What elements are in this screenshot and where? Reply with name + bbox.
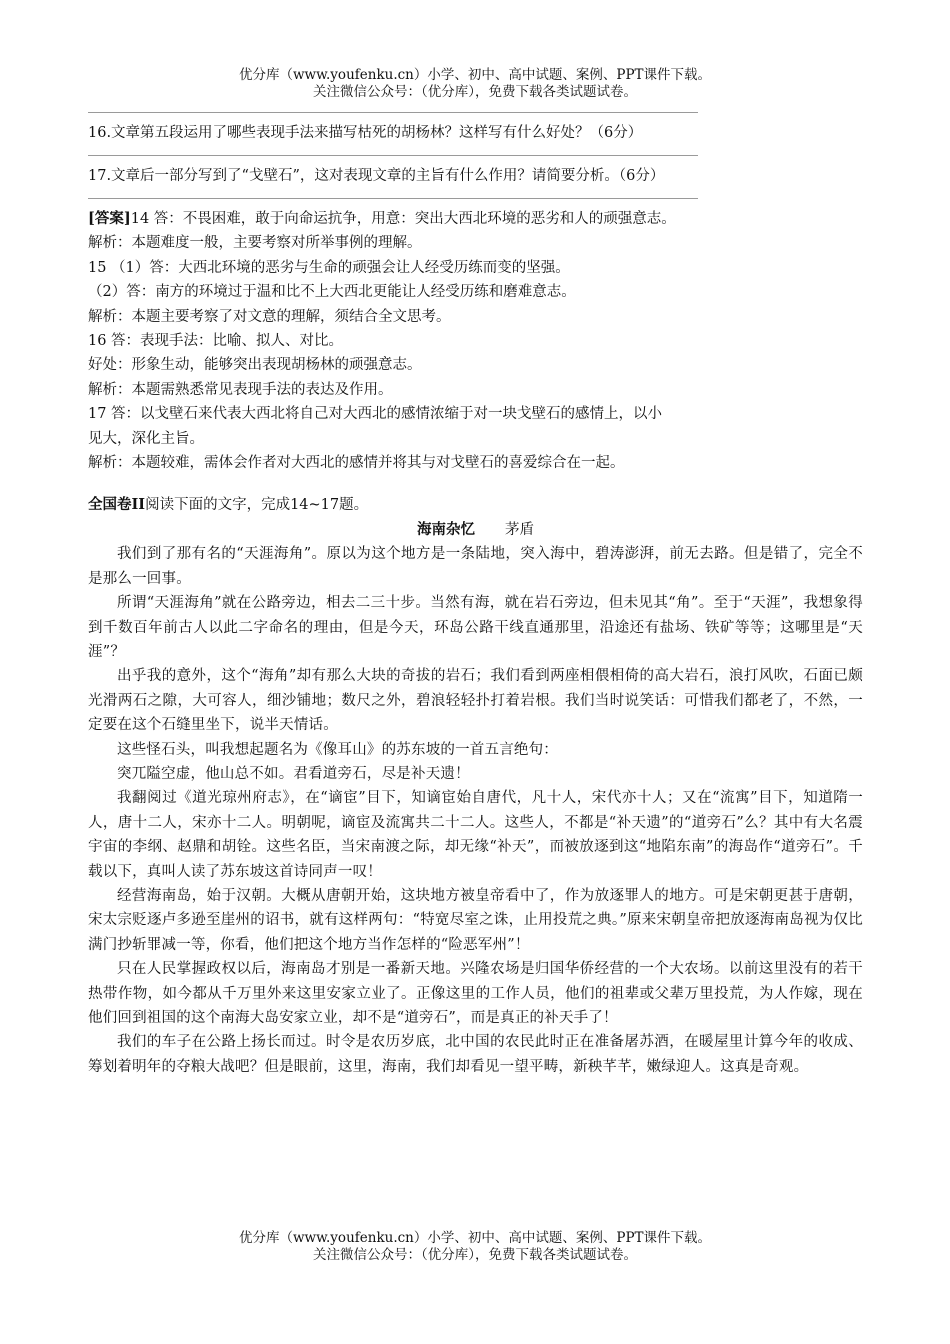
article-paragraph: 我翻阅过《道光琼州府志》，在“谪宦”目下，知谪宦始自唐代，凡十人，宋代亦十人；又在“流寓”目下，知道隋一人，唐十二人，宋亦十二人。明朝呢，谪宦及流寓共二十二人。这些人，不都是“补天遗”的“道旁石”么？其中有大名震宇宙的李纲、赵鼎和胡铨。这些名臣，当宋南渡之际，却无缘“补天”，而被放逐到这“地陷东南”的海岛作“道旁石”。千载以下，真叫人读了苏东坡这首诗同声一叹！ — [88, 790, 863, 880]
answer-rule — [88, 198, 698, 199]
answer-label: [答案] — [88, 210, 131, 227]
question-16: 16.文章第五段运用了哪些表现手法来描写枯死的胡杨林？这样写有什么好处？（6分） — [88, 125, 643, 141]
footer-line-1: 优分库（www.youfenku.cn）小学、初中、高中试题、案例、PPT课件下载。 — [238, 1230, 712, 1246]
answer-block — [88, 207, 863, 475]
answer-line: [答案]14 答：不畏困难，敢于向命运抗争，用意：突出大西北环境的恶劣和人的顽强意志。 — [88, 210, 676, 227]
answer-line: （2）答：南方的环境过于温和比不上大西北更能让人经受历练和磨难意志。 — [88, 284, 576, 301]
page-content — [88, 112, 863, 1079]
answer-line: 17 答：以戈壁石来代表大西北将自己对大西北的感情浓缩于对一块戈壁石的感情上，以小 — [88, 406, 663, 423]
article-title-line — [88, 518, 863, 542]
answer-line: 解析：本题较难，需体会作者对大西北的感情并将其与对戈壁石的喜爱综合在一起。 — [88, 455, 625, 472]
article-paragraph: 我们到了那有名的“天涯海角”。原以为这个地方是一条陆地，突入海中，碧涛澎湃，前无去路。但是错了，完全不是那么一回事。 — [88, 546, 863, 587]
footer-line-2: 关注微信公众号：（优分库），免费下载各类试题试卷。 — [313, 1247, 637, 1263]
question-17: 17.文章后一部分写到了“戈壁石”，这对表现文章的主旨有什么作用？请简要分析。（6分） — [88, 168, 665, 184]
section-heading — [88, 493, 863, 517]
answer-line: 解析：本题需熟悉常见表现手法的表达及作用。 — [88, 381, 393, 398]
answer-line: 解析：本题难度一般，主要考察对所举事例的理解。 — [88, 235, 422, 252]
article-paragraph: 所谓“天涯海角”就在公路旁边，相去二三十步。当然有海，就在岩石旁边，但未见其“角”。至于“天涯”，我想象得到千数百年前古人以此二字命名的理由，但是今天，环岛公路干线直通那里，沿途还有盐场、铁矿等等；这哪里是“天涯”？ — [88, 595, 863, 660]
answer-line: 解析：本题主要考察了对文意的理解，须结合全文思考。 — [88, 308, 451, 325]
header-line-2: 关注微信公众号：（优分库），免费下载各类试题试卷。 — [313, 84, 637, 100]
answer-line: 16 答：表现手法：比喻、拟人、对比。 — [88, 333, 344, 350]
article-author: 茅盾 — [505, 521, 534, 538]
article-paragraph: 经营海南岛，始于汉朝。大概从唐朝开始，这块地方被皇帝看中了，作为放逐罪人的地方。可是宋朝更甚于唐朝，宋太宗贬逐卢多逊至崖州的诏书，就有这样两句：“特宽尽室之诛，止用投荒之典。”原来宋朝皇帝把放逐海南岛视为仅比满门抄斩罪减一等，你看，他们把这个地方当作怎样的“险恶军州”！ — [88, 887, 863, 953]
article-paragraph: 出乎我的意外，这个“海角”却有那么大块的奇拔的岩石；我们看到两座相偎相倚的高大岩石，浪打风吹，石面已颇光滑两石之隙，大可容人，细沙铺地；数尺之外，碧浪轻轻扑打着岩根。我们当时说笑话：可惜我们都老了，不然，一定要在这个石缝里坐下，说半天情话。 — [88, 668, 863, 734]
article-paragraph: 我们的车子在公路上扬长而过。时令是农历岁底，北中国的农民此时正在准备屠苏酒，在暖屋里计算今年的收成、筹划着明年的夺粮大战吧？但是眼前，这里，海南，我们却看见一望平畴，新秧芊芊，嫩绿迎人。这真是奇观。 — [88, 1034, 863, 1075]
page-footer — [0, 1230, 950, 1264]
article-paragraph: 只在人民掌握政权以后，海南岛才别是一番新天地。兴隆农场是归国华侨经营的一个大农场。以前这里没有的若干热带作物，如今都从千万里外来这里安家立业了。正像这里的工作人员，他们的祖辈或父辈万里投荒，为人作嫁，现在他们回到祖国的这个南海大岛安家立业，却不是“道旁石”，而是真正的补天手了！ — [88, 961, 863, 1026]
article-paragraph: 突兀隘空虚，他山总不如。君看道旁石，尽是补天遗！ — [117, 765, 470, 782]
article-paragraph: 这些怪石头，叫我想起题名为《像耳山》的苏东坡的一首五言绝句： — [117, 741, 558, 758]
section-label: 全国卷II — [88, 496, 146, 514]
answer-line: 好处：形象生动，能够突出表现胡杨林的顽强意志。 — [88, 357, 422, 374]
answer-line: 见大，深化主旨。 — [88, 430, 204, 447]
page-header — [0, 67, 950, 101]
article-body — [88, 542, 863, 1079]
section-text: 阅读下面的文字，完成14~17题。 — [145, 497, 369, 514]
answer-line: 15 （1）答：大西北环境的恶劣与生命的顽强会让人经受历练而变的坚强。 — [88, 259, 570, 276]
article-title: 海南杂忆 — [417, 520, 475, 538]
header-line-1: 优分库（www.youfenku.cn）小学、初中、高中试题、案例、PPT课件下载。 — [238, 67, 712, 83]
